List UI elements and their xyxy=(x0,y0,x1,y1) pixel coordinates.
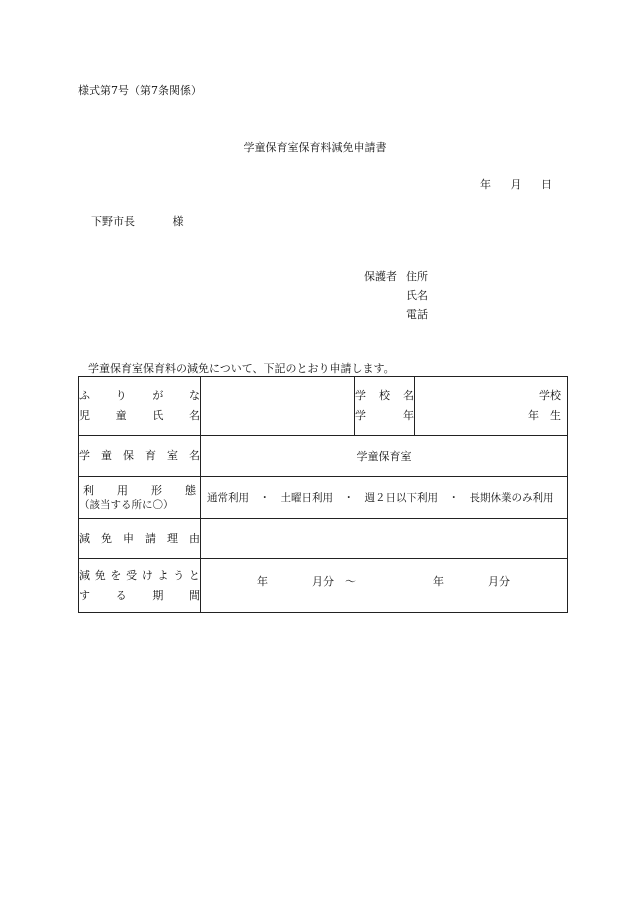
grade-label: 学 年 xyxy=(355,409,414,422)
grade-suffix: 年 生 xyxy=(528,409,561,422)
date-month: 月 xyxy=(510,178,522,191)
period-field[interactable] xyxy=(201,559,568,613)
application-table xyxy=(78,376,568,613)
reason-label-cell xyxy=(79,519,201,559)
intro-text: 学童保育室保育料の減免について、下記のとおり申請します。 xyxy=(88,362,395,375)
child-name-field[interactable] xyxy=(201,377,355,436)
period-row xyxy=(79,559,568,613)
applicant-phone-label: 電話 xyxy=(406,308,428,321)
furigana-label: ふ り が な xyxy=(79,389,200,402)
reason-field[interactable] xyxy=(201,519,568,559)
applicant-role: 保護者 xyxy=(364,270,397,283)
addressee-honorific: 様 xyxy=(172,215,184,228)
period-label-cell xyxy=(79,559,201,613)
child-label-cell xyxy=(79,377,201,436)
usage-label: 利 用 形 態 xyxy=(83,483,196,497)
school-suffix: 学校 xyxy=(539,389,561,402)
applicant-address-label: 住所 xyxy=(406,270,428,283)
document-title: 学童保育室保育料減免申請書 xyxy=(243,141,387,154)
room-row xyxy=(79,436,568,477)
child-row xyxy=(79,377,568,436)
applicant-name-label: 氏名 xyxy=(406,289,428,302)
child-name-label: 児 童 氏 名 xyxy=(79,409,200,422)
room-field[interactable] xyxy=(201,436,568,477)
reason-label: 減 免 申 請 理 由 xyxy=(79,531,200,545)
addressee xyxy=(91,213,184,229)
school-name-label: 学 校 名 xyxy=(355,389,414,402)
room-name-label: 学 童 保 育 室 名 xyxy=(79,449,200,462)
reason-row xyxy=(79,519,568,559)
room-suffix: 学童保育室 xyxy=(356,450,412,463)
date-day: 日 xyxy=(541,178,552,191)
usage-options[interactable]: 通常利用 ・ 土曜日利用 ・ 週２日以下利用 ・ 長期休業のみ利用 xyxy=(201,477,568,519)
school-field[interactable] xyxy=(415,377,568,436)
date-line xyxy=(480,176,552,192)
period-value: 年 月分 ～ 年 月分 xyxy=(257,575,510,588)
form-number: 様式第7号（第7条関係） xyxy=(78,84,202,97)
usage-label-cell xyxy=(79,477,201,519)
period-label-line1: 減 免 を 受 け よ う と xyxy=(79,568,200,582)
usage-note: （該当する所に〇） xyxy=(79,498,174,511)
room-label-cell xyxy=(79,436,201,477)
period-label-line2: す る 期 間 xyxy=(79,588,200,602)
addressee-name: 下野市長 xyxy=(91,215,135,228)
date-year: 年 xyxy=(480,178,491,191)
usage-row xyxy=(79,477,568,519)
school-label-cell xyxy=(355,377,415,436)
